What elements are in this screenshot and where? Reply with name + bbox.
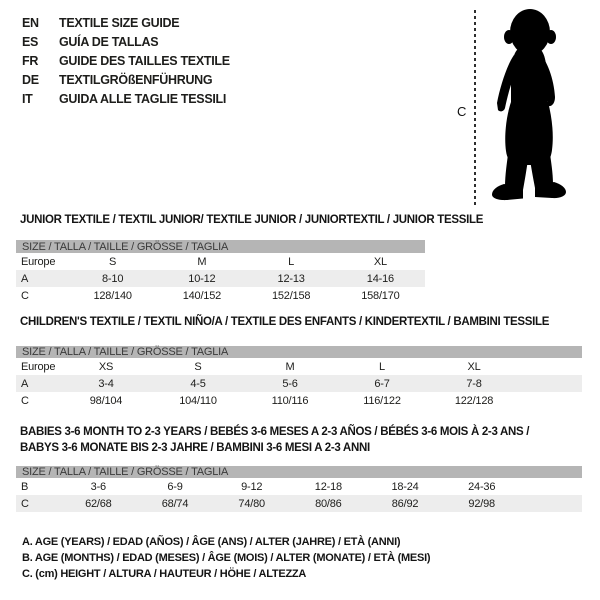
size-header-bar: SIZE / TALLA / TAILLE / GRÖSSE / TAGLIA (16, 466, 582, 478)
table-cell: 5-6 (282, 377, 298, 390)
footnotes (22, 534, 430, 582)
table-cell: 12-18 (314, 480, 342, 493)
language-row-en (22, 13, 230, 32)
language-text: GUIDA ALLE TAGLIE TESSILI (59, 91, 227, 106)
table-cell: 12-13 (277, 272, 305, 285)
row-label: C (21, 289, 29, 302)
table-cell: 3-6 (90, 480, 106, 493)
table-cell: XL (467, 360, 481, 373)
table-cell: XS (98, 360, 114, 373)
table-cell: 9-12 (241, 480, 263, 493)
junior-table-title: JUNIOR TEXTILE / TEXTIL JUNIOR/ TEXTILE JUNIOR / JUNIORTEXTIL / JUNIOR TESSILE (20, 214, 484, 226)
row-label: A (21, 272, 29, 285)
childrens-table-title: CHILDREN'S TEXTILE / TEXTIL NIÑO/A / TEXTILE DES ENFANTS / KINDERTEXTIL / BAMBINI TESSILE (20, 316, 550, 328)
footnote-b: B. AGE (MONTHS) / EDAD (MESES) / ÂGE (MOIS) / ALTER (MONATE) / ETÀ (MESI) (22, 552, 431, 564)
language-text: GUIDE DES TAILLES TEXTILE (59, 53, 230, 68)
table-cell: 6-7 (374, 377, 390, 390)
table-cell: 6-9 (167, 480, 183, 493)
table-cell: 24-36 (468, 480, 496, 493)
table-cell: 92/98 (468, 497, 495, 510)
table-cell: XL (373, 255, 387, 268)
language-code: ES (22, 34, 39, 49)
language-row-fr (22, 51, 230, 70)
language-text: GUÍA DE TALLAS (59, 34, 159, 49)
table-cell: 98/104 (89, 394, 123, 407)
table-cell: 158/170 (361, 289, 400, 302)
table-cell: 122/128 (454, 394, 494, 407)
table-cell: 14-16 (366, 272, 394, 285)
footnote-c: C. (cm) HEIGHT / ALTURA / HAUTEUR / HÖHE / ALTEZZA (22, 568, 307, 580)
table-cell: 86/92 (391, 497, 419, 510)
language-row-it (22, 89, 230, 108)
language-row-es (22, 32, 230, 51)
table-cell: M (285, 360, 295, 373)
table-cell: 128/140 (93, 289, 132, 302)
language-row-de (22, 70, 230, 89)
language-code: FR (22, 53, 39, 68)
baby-silhouette (483, 7, 573, 207)
table-cell: 4-5 (190, 377, 206, 390)
table-row (16, 478, 582, 495)
row-label: A (21, 377, 29, 390)
height-dotted-line (474, 10, 476, 207)
table-cell: 68/74 (161, 497, 189, 510)
language-code: EN (22, 15, 39, 30)
table-cell: 110/116 (271, 394, 309, 407)
row-label: Europe (21, 255, 56, 268)
table-row (16, 270, 425, 287)
table-row (16, 495, 582, 512)
table-cell: 140/152 (182, 289, 222, 302)
language-code: DE (22, 72, 39, 87)
table-cell: M (197, 255, 207, 268)
table-row (16, 287, 425, 304)
table-cell: 7-8 (466, 377, 482, 390)
table-cell: S (109, 255, 117, 268)
table-row (16, 375, 582, 392)
table-cell: 3-4 (98, 377, 114, 390)
babies-table-title-line2: BABYS 3-6 MONATE BIS 2-3 JAHRE / BAMBINI 3-6 MESI A 2-3 ANNI (20, 442, 370, 454)
table-cell: 62/68 (85, 497, 112, 510)
table-row (16, 358, 582, 375)
row-label: B (21, 480, 29, 493)
table-cell: 80/86 (315, 497, 342, 510)
row-label: C (21, 394, 29, 407)
size-header-bar: SIZE / TALLA / TAILLE / GRÖSSE / TAGLIA (16, 346, 582, 358)
babies-table-title-line1: BABIES 3-6 MONTH TO 2-3 YEARS / BEBÉS 3-6 MESES A 2-3 AÑOS / BÉBÉS 3-6 MOIS À 2-3 ANS / (20, 426, 530, 438)
language-text: TEXTILE SIZE GUIDE (59, 15, 180, 30)
table-cell: 74/80 (238, 497, 265, 510)
height-measure-label: C (457, 104, 467, 119)
table-row (16, 253, 425, 270)
table-cell: L (288, 255, 295, 268)
table-cell: 152/158 (271, 289, 311, 302)
table-cell: 8-10 (102, 272, 124, 285)
table-cell: L (379, 360, 385, 373)
footnote-a: A. AGE (YEARS) / EDAD (AÑOS) / ÂGE (ANS) / ALTER (JAHRE) / ETÀ (ANNI) (22, 536, 401, 548)
table-cell: 104/110 (179, 394, 217, 407)
table-cell: 18-24 (391, 480, 419, 493)
babies-table (16, 426, 582, 514)
table-cell: 10-12 (188, 272, 216, 285)
table-cell: 116/122 (363, 394, 401, 407)
childrens-table (16, 316, 582, 411)
table-cell: S (194, 360, 202, 373)
junior-table (16, 214, 484, 306)
row-label: Europe (21, 360, 56, 373)
language-list (22, 13, 230, 108)
language-code: IT (22, 91, 33, 106)
table-row (16, 392, 582, 409)
size-header-bar: SIZE / TALLA / TAILLE / GRÖSSE / TAGLIA (16, 240, 425, 253)
language-text: TEXTILGRÖßENFÜHRUNG (59, 72, 213, 87)
row-label: C (21, 497, 29, 510)
